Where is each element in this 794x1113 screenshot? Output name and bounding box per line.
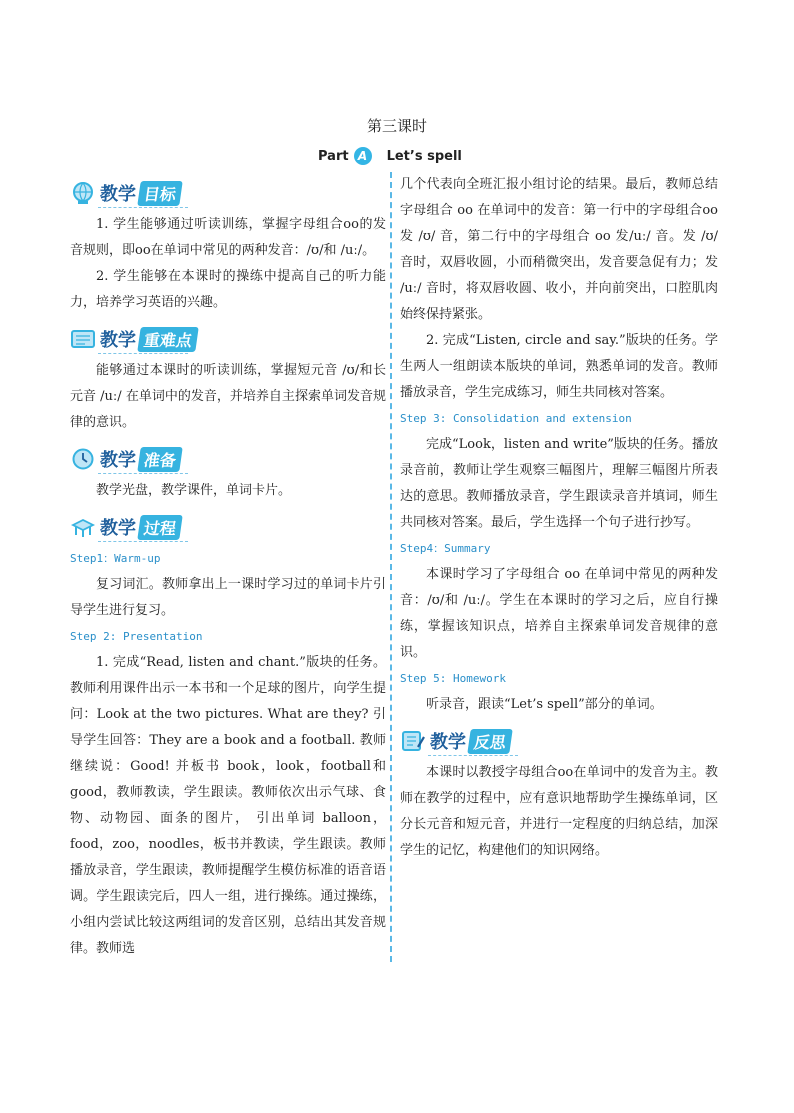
section-preparation-heading xyxy=(70,442,386,476)
step1-label: Step1：Warm-up xyxy=(70,552,161,565)
process-h1: 教学 xyxy=(100,518,136,539)
goals-para-2: 2. 学生能够在本课时的操练中提高自己的听力能力，培养学习英语的兴趣。 xyxy=(70,269,386,310)
step3-label: Step 3: Consolidation and extension xyxy=(400,412,632,425)
step5-para: 听录音，跟读“Let’s spell”部分的单词。 xyxy=(426,697,663,712)
preparation-h2: 准备 xyxy=(137,447,183,472)
step3-para: 完成“Look，listen and write”版块的任务。播放录音前，教师让学生观察三幅图片，理解三幅图片所表达的意思。教师播放录音，学生跟读录音并填词，师生共同核对答案。最后，学生选择一个句子进行抄写。 xyxy=(400,437,718,530)
step2-para-2: 2. 完成“Listen, circle and say.”版块的任务。学生两人一组朗读本版块的单词，熟悉单词的发音。教师播放录音，学生完成练习，师生共同核对答案。 xyxy=(400,333,718,400)
reflection-para: 本课时以教授字母组合oo在单词中的发音为主。教师在教学的过程中，应有意识地帮助学生操练单词，区分长元音和短元音，并进行一定程度的归纳总结，加深学生的记忆，构建他们的知识网络。 xyxy=(400,765,718,858)
section-goals-heading xyxy=(70,176,386,210)
section-keypoints-heading xyxy=(70,322,386,356)
page-title: 第三课时 xyxy=(366,117,427,135)
section-process-heading xyxy=(70,510,386,544)
goals-h1: 教学 xyxy=(100,184,136,205)
column-divider xyxy=(390,172,392,962)
part-heading xyxy=(318,145,462,167)
keypoints-para: 能够通过本课时的听读训练，掌握短元音 /ʊ/和长元音 /uː/ 在单词中的发音，并培养自主探索单词发音规律的意识。 xyxy=(70,363,386,430)
right-column xyxy=(400,172,718,864)
keypoints-h2: 重难点 xyxy=(137,327,199,352)
part-label: Part xyxy=(318,148,349,164)
preparation-para: 教学光盘，教学课件，单词卡片。 xyxy=(96,483,292,498)
book-icon xyxy=(70,327,96,351)
goals-h2: 目标 xyxy=(137,181,183,206)
section-reflection-heading xyxy=(400,724,718,758)
step5-label: Step 5: Homework xyxy=(400,672,506,685)
step4-para: 本课时学习了字母组合 oo 在单词中常见的两种发音：/ʊ/和 /uː/。学生在本课时的学习之后，应自行操练，掌握该知识点，培养自主探索单词发音规律的意识。 xyxy=(400,567,718,660)
step4-label: Step4：Summary xyxy=(400,542,491,555)
part-name: Let’s spell xyxy=(386,148,462,164)
part-badge: A xyxy=(354,147,372,165)
process-h2: 过程 xyxy=(137,515,183,540)
goals-para-1: 1. 学生能够通过听读训练，掌握字母组合oo的发音规则，即oo在单词中常见的两种发音：/ʊ/和 /uː/。 xyxy=(70,217,386,258)
keypoints-h1: 教学 xyxy=(100,330,136,351)
desk-icon xyxy=(70,515,96,539)
step2-label: Step 2: Presentation xyxy=(70,630,203,643)
reflection-h1: 教学 xyxy=(430,732,466,753)
continued-para: 几个代表向全班汇报小组讨论的结果。最后，教师总结字母组合 oo 在单词中的发音：第一行中的字母组合oo发 /ʊ/ 音，第二行中的字母组合 oo 发/uː/ 音。发 /ʊ/ 音时，双唇收圆，小而稍微突出，发音要急促有力；发 /uː/ 音时，将双唇收圆、收小，并向前突出，口腔肌肉始终保持紧张。 xyxy=(400,177,718,322)
preparation-h1: 教学 xyxy=(100,450,136,471)
reflection-h2: 反思 xyxy=(467,729,513,754)
step1-para: 复习词汇。教师拿出上一课时学习过的单词卡片引导学生进行复习。 xyxy=(70,577,386,618)
clock-icon xyxy=(70,447,96,471)
left-column xyxy=(70,172,386,962)
notebook-icon xyxy=(400,729,426,753)
globe-icon xyxy=(70,181,96,205)
step2-para: 1. 完成“Read, listen and chant.”版块的任务。教师利用课件出示一本书和一个足球的图片，向学生提问：Look at the two pictures. What are they? 引导学生回答：They are a book and a football. 教师继续说：Good! 并板书 book，look，football和good，教师教读，学生跟读。教师依次出示气球、食物、动物园、面条的图片， 引出单词 balloon，food，zoo，noodles，板书并教读，学生跟读。教师播放录音，学生跟读，教师提醒学生模仿标准的语音语调。学生跟读完后，四人一组，进行操练。通过操练，小组内尝试比较这两组词的发音区别，总结出其发音规律。教师选 xyxy=(70,655,386,956)
